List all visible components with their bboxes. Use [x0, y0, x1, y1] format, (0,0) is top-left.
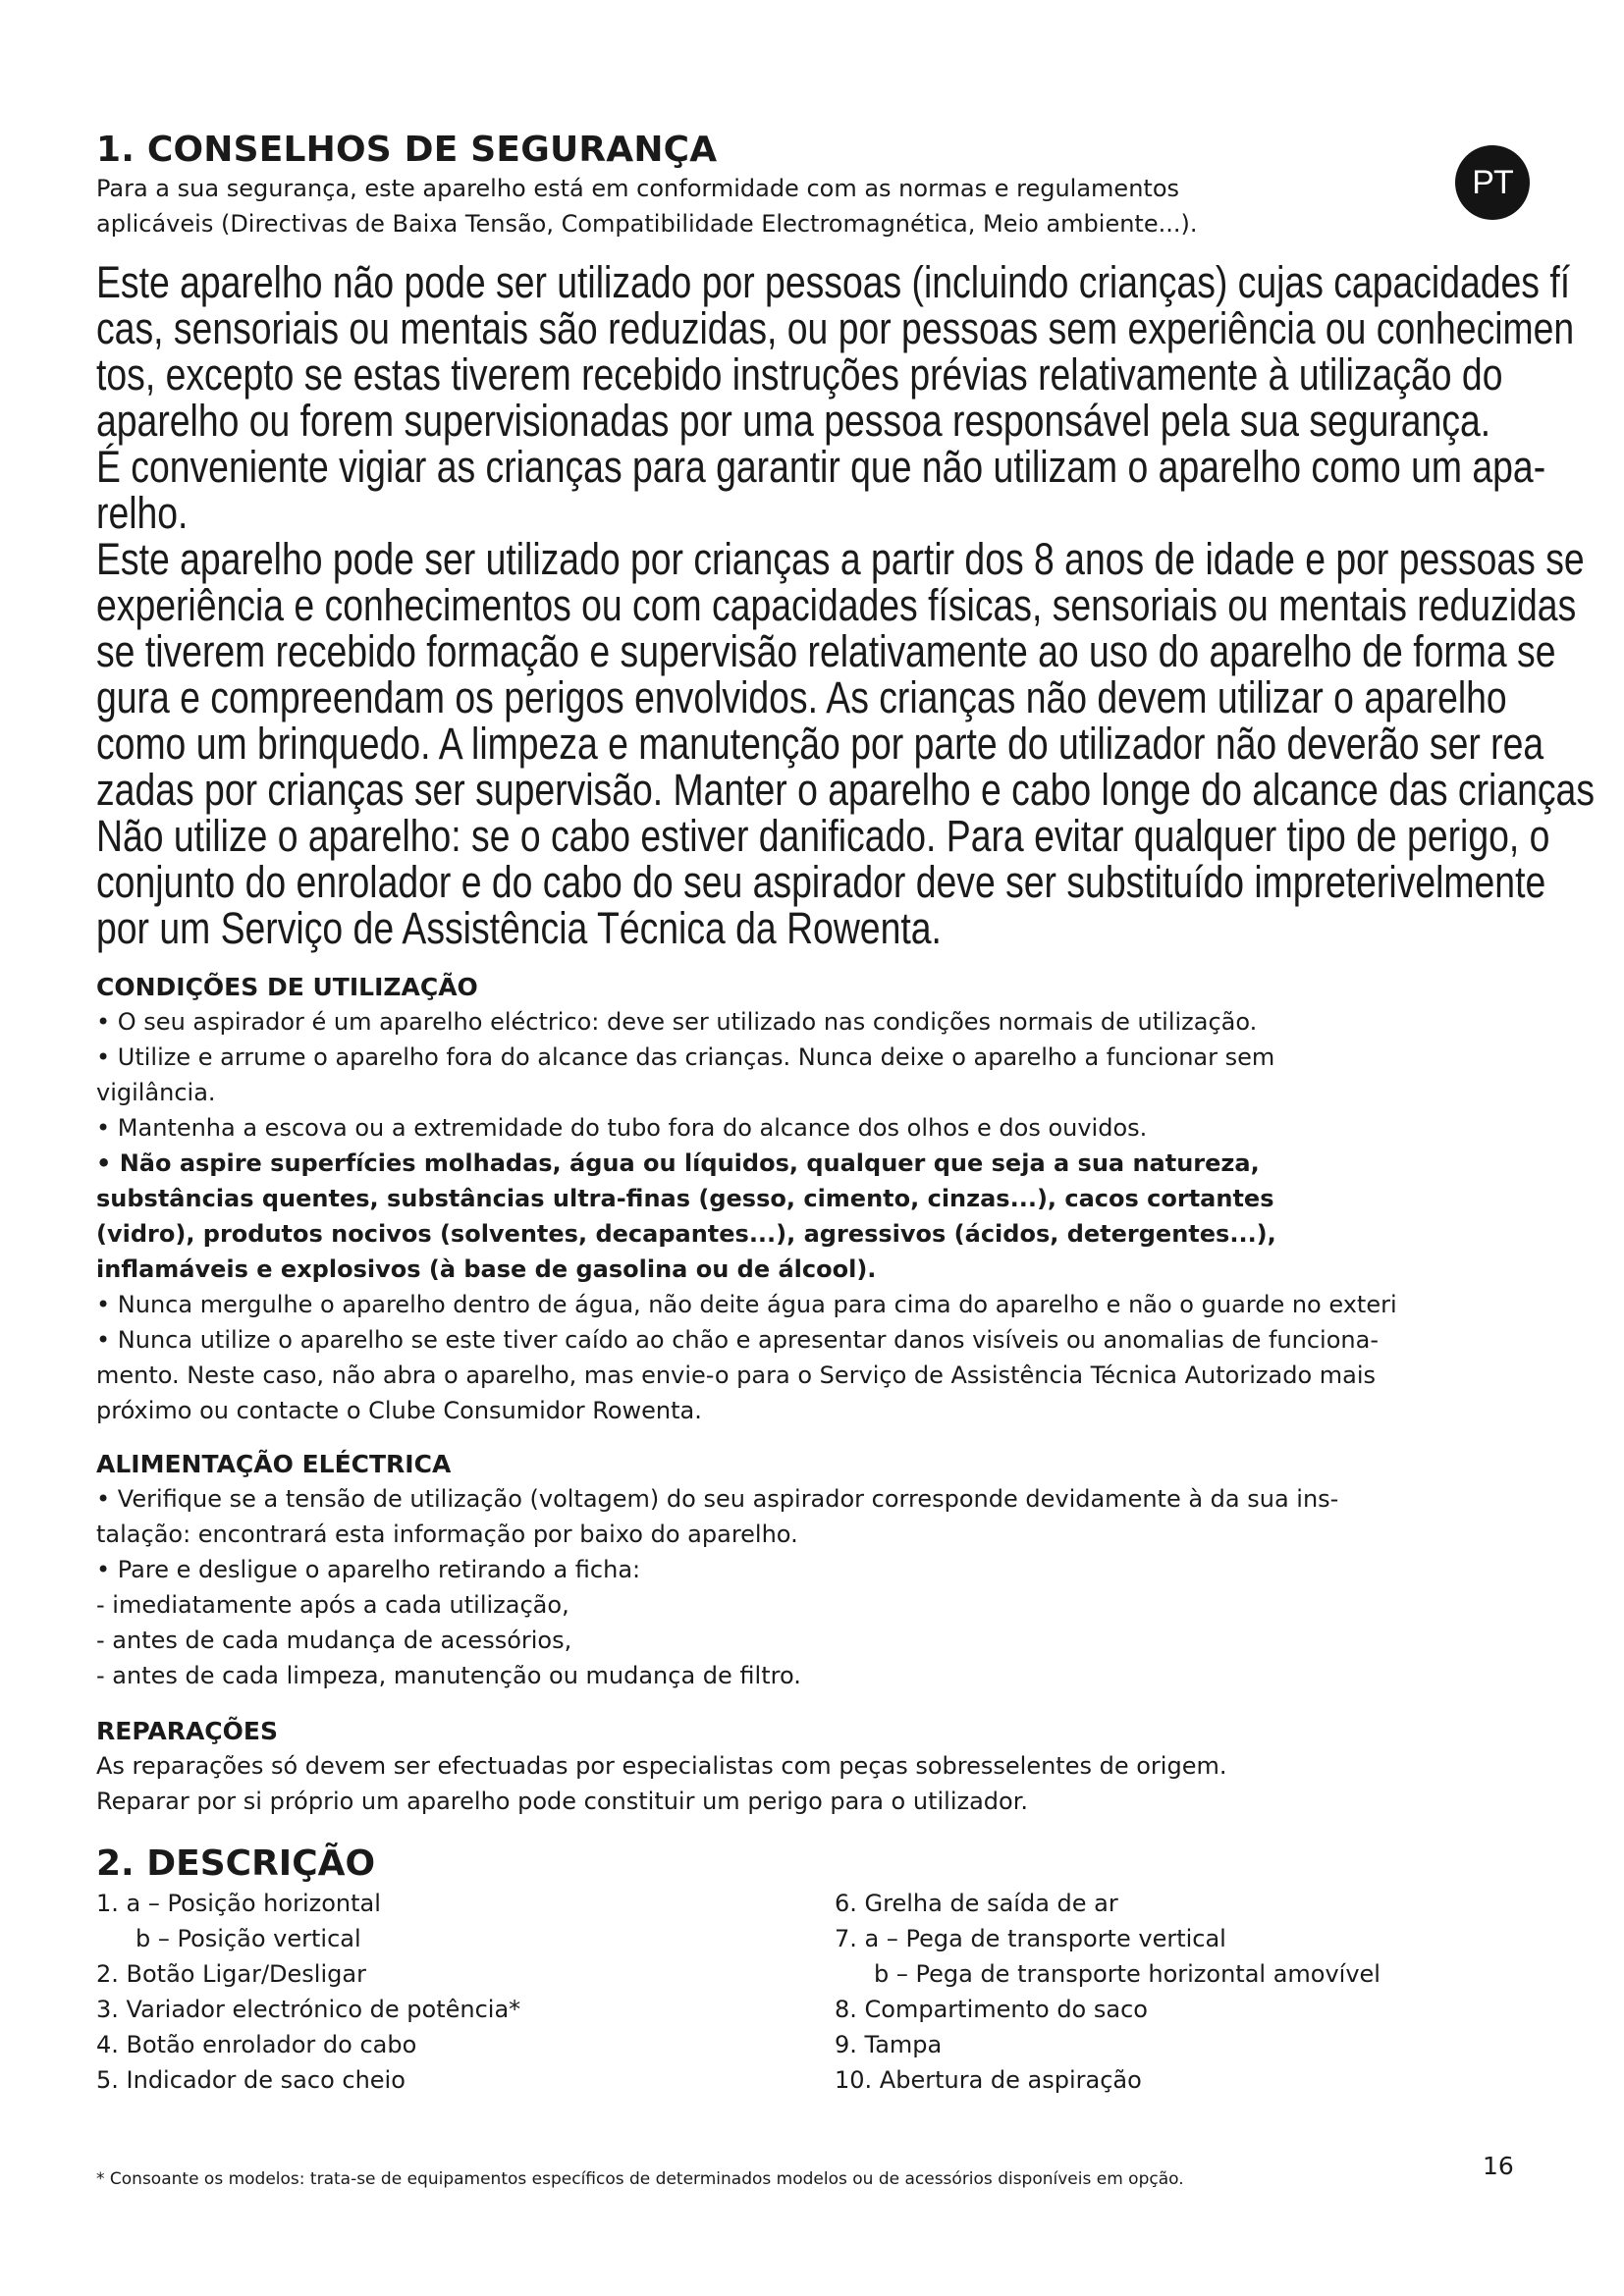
description-column-left [96, 1886, 520, 2098]
warning-line: Este aparelho pode ser utilizado por crianças a partir dos 8 anos de idade e por pessoas se [96, 534, 1585, 584]
warning-line: tos, excepto se estas tiverem recebido instruções prévias relativamente à utilização do [96, 349, 1503, 400]
conditions-line: • Nunca utilize o aparelho se este tiver caído ao chão e apresentar danos visíveis ou anomalias de funciona- [96, 1326, 1379, 1354]
description-item: 6. Grelha de saída de ar [835, 1890, 1118, 1917]
power-heading: ALIMENTAÇÃO ELÉCTRICA [96, 1450, 452, 1478]
repairs-line: Reparar por si próprio um aparelho pode constituir um perigo para o utilizador. [96, 1788, 1028, 1815]
warning-line: É conveniente vigiar as crianças para garantir que não utilizam o aparelho como um apa- [96, 442, 1546, 492]
conditions-section [96, 971, 1598, 1428]
conditions-line: • Nunca mergulhe o aparelho dentro de água, não deite água para cima do aparelho e não o guarde no exteri [96, 1291, 1397, 1318]
warning-line: experiência e conhecimentos ou com capacidades físicas, sensoriais ou mentais reduzidas [96, 580, 1577, 630]
description-item: 3. Variador electrónico de potência* [96, 1996, 521, 2023]
description-column-right [835, 1886, 1380, 2098]
warning-line: relho. [96, 488, 189, 538]
conditions-line: mento. Neste caso, não abra o aparelho, mas envie-o para o Serviço de Assistência Técnica Autorizado mais [96, 1362, 1377, 1389]
section-1-title: 1. CONSELHOS DE SEGURANÇA [96, 130, 718, 170]
description-item: 8. Compartimento do saco [835, 1996, 1148, 2023]
warning-line: por um Serviço de Assistência Técnica da Rowenta. [96, 903, 942, 953]
description-item: 1. a – Posição horizontal [96, 1890, 381, 1917]
warning-line: conjunto do enrolador e do cabo do seu aspirador deve ser substituído impreterivelmente [96, 857, 1546, 907]
repairs-heading: REPARAÇÕES [96, 1717, 278, 1745]
warning-line: gura e compreendam os perigos envolvidos. As crianças não devem utilizar o aparelho [96, 672, 1507, 722]
description-item: 7. a – Pega de transporte vertical [835, 1925, 1226, 1952]
description-item: 4. Botão enrolador do cabo [96, 2031, 417, 2058]
conditions-line: próximo ou contacte o Clube Consumidor Rowenta. [96, 1397, 702, 1424]
warning-line: se tiverem recebido formação e supervisão relativamente ao uso do aparelho de forma se [96, 626, 1556, 676]
power-line: - imediatamente após a cada utilização, [96, 1591, 569, 1619]
conditions-bold-line: substâncias quentes, substâncias ultra-finas (gesso, cimento, cinzas...), cacos cortantes [96, 1185, 1274, 1212]
conditions-line: • Utilize e arrume o aparelho fora do alcance das crianças. Nunca deixe o aparelho a funcionar sem [96, 1043, 1275, 1071]
intro-line: Para a sua segurança, este aparelho está em conformidade com as normas e regulamentos [96, 175, 1180, 202]
section-2-title: 2. DESCRIÇÃO [96, 1843, 376, 1884]
power-line: talação: encontrará esta informação por baixo do aparelho. [96, 1521, 798, 1548]
description-item: 9. Tampa [835, 2031, 943, 2058]
power-line: - antes de cada mudança de acessórios, [96, 1627, 572, 1654]
warning-line: Este aparelho não pode ser utilizado por pessoas (incluindo crianças) cujas capacidades fí [96, 257, 1571, 307]
conditions-line: vigilância. [96, 1079, 216, 1106]
conditions-line: • Mantenha a escova ou a extremidade do tubo fora do alcance dos olhos e dos ouvidos. [96, 1114, 1148, 1142]
warning-line: cas, sensoriais ou mentais são reduzidas, ou por pessoas sem experiência ou conhecimen [96, 303, 1575, 353]
page-number: 16 [1483, 2152, 1514, 2180]
power-line: • Verifique se a tensão de utilização (voltagem) do seu aspirador corresponde devidamente à da sua ins- [96, 1485, 1339, 1513]
warning-line: como um brinquedo. A limpeza e manutenção por parte do utilizador não deverão ser rea [96, 719, 1544, 769]
warning-line: zadas por crianças ser supervisão. Manter o aparelho e cabo longe do alcance das crianças [96, 765, 1596, 815]
description-section [96, 1842, 1598, 2102]
power-section [96, 1448, 1598, 1693]
warning-line: Não utilize o aparelho: se o cabo estiver danificado. Para evitar qualquer tipo de perigo, o [96, 811, 1550, 861]
description-item: b – Pega de transporte horizontal amovível [874, 1960, 1380, 1988]
page-content [96, 130, 1598, 2102]
description-item: 10. Abertura de aspiração [835, 2066, 1142, 2094]
repairs-line: As reparações só devem ser efectuadas por especialistas com peças sobresselentes de origem. [96, 1752, 1227, 1780]
description-item: 2. Botão Ligar/Desligar [96, 1960, 366, 1988]
conditions-line: • O seu aspirador é um aparelho eléctrico: deve ser utilizado nas condições normais de utilização. [96, 1008, 1258, 1036]
warning-line: aparelho ou forem supervisionadas por uma pessoa responsável pela sua segurança. [96, 396, 1491, 446]
power-line: - antes de cada limpeza, manutenção ou mudança de filtro. [96, 1662, 801, 1689]
language-badge-pt: PT [1455, 145, 1530, 220]
repairs-section [96, 1715, 1598, 1819]
safety-intro [96, 171, 1598, 241]
intro-line: aplicáveis (Directivas de Baixa Tensão, Compatibilidade Electromagnética, Meio ambiente...). [96, 210, 1198, 238]
description-item: 5. Indicador de saco cheio [96, 2066, 406, 2094]
conditions-heading: CONDIÇÕES DE UTILIZAÇÃO [96, 973, 478, 1001]
safety-warning-block [96, 259, 1596, 951]
conditions-bold-line: • Não aspire superfícies molhadas, água ou líquidos, qualquer que seja a sua natureza, [96, 1149, 1260, 1177]
footnote: * Consoante os modelos: trata-se de equipamentos específicos de determinados modelos ou de acessórios disponíveis em opção. [96, 2169, 1184, 2189]
description-list [96, 1886, 1598, 2102]
conditions-bold-line: inflamáveis e explosivos (à base de gasolina ou de álcool). [96, 1255, 877, 1283]
power-line: • Pare e desligue o aparelho retirando a ficha: [96, 1556, 641, 1583]
description-item: b – Posição vertical [135, 1925, 361, 1952]
conditions-bold-line: (vidro), produtos nocivos (solventes, decapantes...), agressivos (ácidos, detergentes...), [96, 1220, 1276, 1248]
